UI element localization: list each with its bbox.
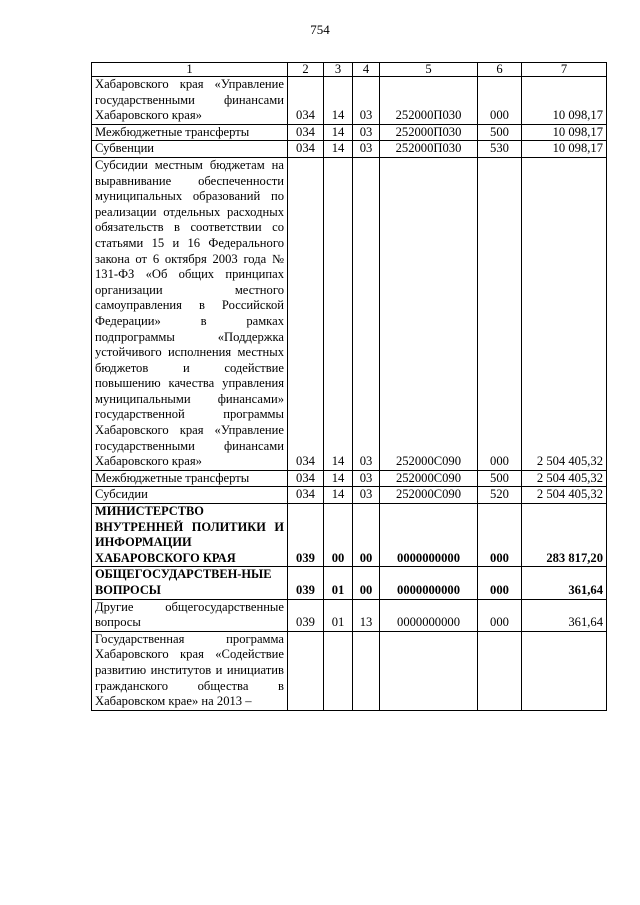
row-value-cell: 00 — [324, 504, 353, 567]
row-value-cell: 2 504 405,32 — [522, 470, 607, 487]
row-name-cell: Субсидии местным бюджетам на выравнивание обеспеченности муниципальных образований по реализации отдельных расходных обязательств в соответствии со статьями 15 и 16 Федерального закона от 6 октября 2003 года № 131-ФЗ «Об общих принципах организации местного самоуправления в Российской Федерации» в рамках подпрограммы «Поддержка устойчивого исполнения местных бюджетов и содействие повышению качества управления муниципальными финансами» государственной программы Хабаровского края «Управление государственными финансами Хабаровского края» — [92, 157, 288, 470]
row-value-cell: 14 — [324, 487, 353, 504]
header-cell: 3 — [324, 63, 353, 77]
row-value-cell: 14 — [324, 157, 353, 470]
row-value-cell — [478, 631, 522, 710]
header-cell: 5 — [380, 63, 478, 77]
row-value-cell: 14 — [324, 141, 353, 158]
row-value-cell: 252000С090 — [380, 487, 478, 504]
header-cell: 1 — [92, 63, 288, 77]
header-cell: 4 — [353, 63, 380, 77]
row-value-cell: 034 — [288, 157, 324, 470]
header-cell: 7 — [522, 63, 607, 77]
table-row — [92, 470, 607, 487]
row-value-cell: 034 — [288, 124, 324, 141]
row-value-cell: 000 — [478, 504, 522, 567]
table-row — [92, 157, 607, 470]
row-value-cell: 000 — [478, 157, 522, 470]
row-name-cell: ОБЩЕГОСУДАРСТВЕН-НЫЕ ВОПРОСЫ — [92, 567, 288, 599]
table-row — [92, 567, 607, 599]
row-value-cell: 034 — [288, 487, 324, 504]
row-value-cell: 034 — [288, 141, 324, 158]
row-name-cell: Субсидии — [92, 487, 288, 504]
table-body — [92, 63, 607, 711]
row-value-cell: 0000000000 — [380, 599, 478, 631]
row-value-cell: 520 — [478, 487, 522, 504]
row-value-cell — [353, 631, 380, 710]
table-row — [92, 141, 607, 158]
row-name-cell: МИНИСТЕРСТВО ВНУТРЕННЕЙ ПОЛИТИКИ И ИНФОРМАЦИИ ХАБАРОВСКОГО КРАЯ — [92, 504, 288, 567]
row-name-cell: Субвенции — [92, 141, 288, 158]
row-value-cell: 361,64 — [522, 567, 607, 599]
row-value-cell: 039 — [288, 504, 324, 567]
row-value-cell: 000 — [478, 599, 522, 631]
row-value-cell — [522, 631, 607, 710]
row-value-cell — [288, 631, 324, 710]
row-value-cell: 2 504 405,32 — [522, 157, 607, 470]
row-value-cell: 039 — [288, 567, 324, 599]
row-value-cell: 03 — [353, 470, 380, 487]
row-name-cell: Хабаровского края «Управление государственными финансами Хабаровского края» — [92, 77, 288, 125]
row-value-cell: 000 — [478, 567, 522, 599]
row-value-cell — [324, 631, 353, 710]
row-value-cell: 00 — [353, 504, 380, 567]
row-name-cell: Государственная программа Хабаровского края «Содействие развитию институтов и инициатив гражданского общества в Хабаровском крае» на 2013 – — [92, 631, 288, 710]
row-value-cell: 10 098,17 — [522, 124, 607, 141]
row-value-cell: 530 — [478, 141, 522, 158]
row-value-cell: 361,64 — [522, 599, 607, 631]
row-value-cell: 283 817,20 — [522, 504, 607, 567]
row-value-cell: 500 — [478, 470, 522, 487]
row-value-cell: 10 098,17 — [522, 77, 607, 125]
row-value-cell: 252000П030 — [380, 141, 478, 158]
row-value-cell: 034 — [288, 470, 324, 487]
row-value-cell: 2 504 405,32 — [522, 487, 607, 504]
row-value-cell: 252000С090 — [380, 157, 478, 470]
page-number: 754 — [310, 22, 330, 37]
header-cell: 2 — [288, 63, 324, 77]
row-value-cell: 034 — [288, 77, 324, 125]
table-row — [92, 77, 607, 125]
header-cell: 6 — [478, 63, 522, 77]
budget-table — [91, 62, 607, 711]
row-value-cell: 252000П030 — [380, 77, 478, 125]
row-value-cell: 500 — [478, 124, 522, 141]
row-value-cell: 03 — [353, 141, 380, 158]
table-header-row — [92, 63, 607, 77]
row-value-cell: 10 098,17 — [522, 141, 607, 158]
row-value-cell: 00 — [353, 567, 380, 599]
row-value-cell: 0000000000 — [380, 567, 478, 599]
row-name-cell: Другие общегосударственные вопросы — [92, 599, 288, 631]
row-value-cell: 14 — [324, 77, 353, 125]
row-value-cell: 03 — [353, 157, 380, 470]
row-name-cell: Межбюджетные трансферты — [92, 470, 288, 487]
row-value-cell — [380, 631, 478, 710]
row-value-cell: 039 — [288, 599, 324, 631]
row-value-cell: 252000С090 — [380, 470, 478, 487]
row-value-cell: 03 — [353, 487, 380, 504]
table-row — [92, 599, 607, 631]
row-value-cell: 000 — [478, 77, 522, 125]
row-value-cell: 03 — [353, 124, 380, 141]
table-row — [92, 124, 607, 141]
row-name-cell: Межбюджетные трансферты — [92, 124, 288, 141]
row-value-cell: 01 — [324, 567, 353, 599]
table-row — [92, 504, 607, 567]
row-value-cell: 01 — [324, 599, 353, 631]
table-row — [92, 487, 607, 504]
row-value-cell: 252000П030 — [380, 124, 478, 141]
row-value-cell: 14 — [324, 470, 353, 487]
row-value-cell: 03 — [353, 77, 380, 125]
row-value-cell: 0000000000 — [380, 504, 478, 567]
table-row — [92, 631, 607, 710]
row-value-cell: 14 — [324, 124, 353, 141]
row-value-cell: 13 — [353, 599, 380, 631]
